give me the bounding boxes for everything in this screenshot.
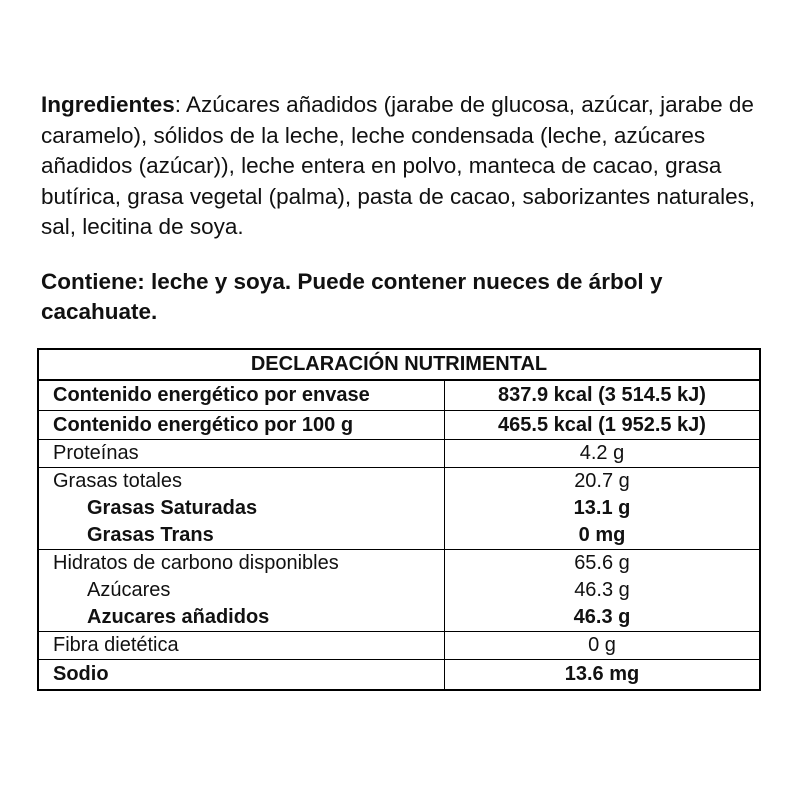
fiber-group — [39, 632, 759, 660]
row-value: 0 g — [588, 634, 616, 656]
table-row-energy-per-100g — [39, 411, 759, 440]
ingredients-text: : Azúcares añadidos (jarabe de glucosa, azúcar, jarabe de caramelo), sólidos de la leche, leche condensada (leche, azúcares añadidos (azúcar)), leche entera en polvo, manteca de cacao, grasa butírica, grasa vegetal (palma), pasta de cacao, saborizantes naturales, sal, lecitina de soya. — [41, 92, 756, 239]
table-row-energy-per-package — [39, 381, 759, 410]
row-label: Sodio — [39, 660, 445, 689]
table-row-sugars — [39, 577, 759, 604]
table-row-total-fat — [39, 468, 759, 495]
row-value: 20.7 g — [574, 470, 630, 492]
row-label: Grasas totales — [39, 468, 445, 495]
row-label: Fibra dietética — [39, 632, 445, 659]
row-label: Azucares añadidos — [39, 604, 445, 631]
row-value: 13.6 mg — [564, 663, 640, 685]
row-label: Contenido energético por 100 g — [39, 411, 445, 440]
table-row-added-sugars — [39, 604, 759, 631]
row-value: 0 mg — [578, 524, 626, 546]
row-label: Grasas Saturadas — [39, 495, 445, 522]
row-value: 65.6 g — [574, 552, 630, 574]
row-label: Hidratos de carbono disponibles — [39, 550, 445, 577]
row-value: 46.3 g — [573, 606, 631, 628]
row-value: 4.2 g — [579, 442, 625, 464]
row-value: 837.9 kcal (3 514.5 kJ) — [498, 384, 706, 406]
table-row-trans-fat — [39, 522, 759, 549]
row-value: 46.3 g — [574, 579, 630, 601]
allergen-statement: Contiene: leche y soya. Puede contener nueces de árbol y cacahuate. — [41, 269, 663, 324]
carbohydrate-group — [39, 550, 759, 632]
table-row-sodium — [39, 660, 759, 689]
energy-100g-group — [39, 411, 759, 441]
nutrition-table — [37, 348, 761, 691]
row-label: Contenido energético por envase — [39, 381, 445, 410]
nutrition-table-title: DECLARACIÓN NUTRIMENTAL — [39, 350, 759, 381]
ingredients-paragraph — [41, 90, 771, 243]
table-row-carbohydrates — [39, 550, 759, 577]
row-value: 465.5 kcal (1 952.5 kJ) — [498, 413, 706, 436]
ingredients-label: Ingredientes — [41, 92, 175, 117]
table-row-fiber — [39, 632, 759, 659]
energy-group — [39, 381, 759, 411]
sodium-group — [39, 660, 759, 689]
row-label: Proteínas — [39, 440, 445, 467]
row-label: Grasas Trans — [39, 522, 445, 549]
table-row-proteins — [39, 440, 759, 467]
row-value: 13.1 g — [573, 497, 631, 519]
table-row-saturated-fat — [39, 495, 759, 522]
protein-group — [39, 440, 759, 468]
fat-group — [39, 468, 759, 550]
row-label: Azúcares — [39, 577, 445, 604]
